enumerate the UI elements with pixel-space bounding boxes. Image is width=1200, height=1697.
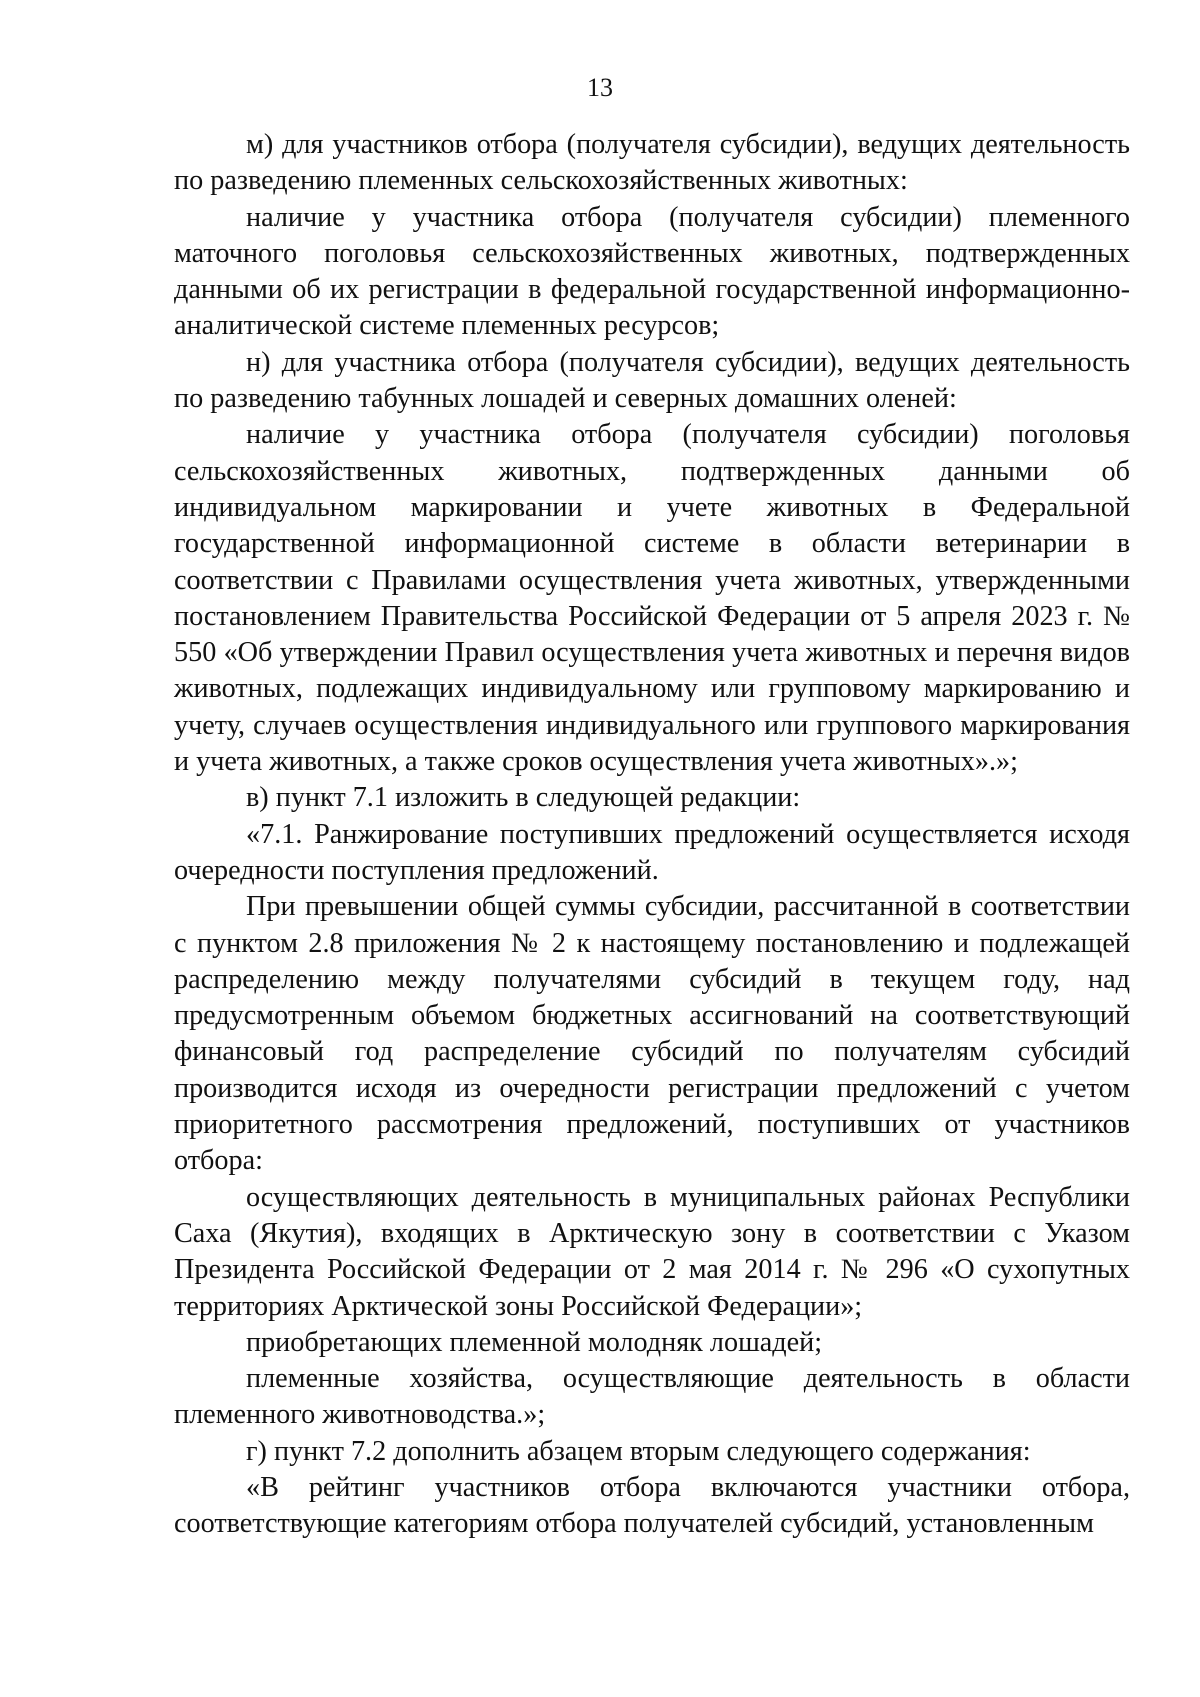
paragraph-breeding-farms: племенные хозяйства, осуществляющие деятельность в области племенного животноводства.»;: [174, 1363, 1130, 1431]
paragraph-m-breeding-stock: наличие у участника отбора (получателя субсидии) племенного маточного поголовья сельскохозяйственных животных, подтвержденных данными об их регистрации в федеральной государственной информационно-аналитической системе племенных ресурсов;: [174, 201, 1130, 342]
paragraph-n: н) для участника отбора (получателя субсидии), ведущих деятельность по разведению табунных лошадей и северных домашних оленей:: [174, 346, 1130, 415]
paragraph-n-livestock-marking: наличие у участника отбора (получателя субсидии) поголовья сельскохозяйственных животных, подтвержденных данными об индивидуальном маркировании и учете животных в Федеральной государственной информационной системе в области ветеринарии в соответствии с Правилами осуществления учета животных, утвержденными постановлением Правительства Российской Федерации от 5 апреля 2023 г. № 550 «Об утверждении Правил осуществления учета животных и перечня видов животных, подлежащих индивидуальному или групповому маркированию и учету, случаев осуществления индивидуального или группового маркирования и учета животных, а также сроков осуществления учета животных».»;: [174, 419, 1130, 778]
paragraph-m: м) для участников отбора (получателя субсидии), ведущих деятельность по разведению племенных сельскохозяйственных животных:: [174, 129, 1130, 197]
paragraph-horses: приобретающих племенной молодняк лошадей;: [246, 1326, 823, 1358]
paragraph-g: г) пункт 7.2 дополнить абзацем вторым следующего содержания:: [246, 1435, 1031, 1467]
paragraph-priority-distribution: При превышении общей суммы субсидии, рассчитанной в соответствии с пунктом 2.8 приложения № 2 к настоящему постановлению и подлежащей распределению между получателями субсидий в текущем году, над предусмотренным объемом бюджетных ассигнований на соответствующий финансовый год распределение субсидий по получателям субсидий производится исходя из очередности регистрации предложений с учетом приоритетного рассмотрения предложений, поступивших от участников отбора:: [174, 891, 1130, 1177]
paragraph-v: в) пункт 7.1 изложить в следующей редакции:: [246, 782, 801, 814]
paragraph-arctic-zone: осуществляющих деятельность в муниципальных районах Республики Саха (Якутия), входящих в Арктическую зону в соответствии с Указом Президента Российской Федерации от 2 мая 2014 г. № 296 «О сухопутных территориях Арктической зоны Российской Федерации»;: [174, 1181, 1130, 1322]
paragraph-7-1: «7.1. Ранжирование поступивших предложений осуществляется исходя очередности поступления предложений.: [174, 818, 1130, 886]
page-number: 13: [587, 73, 613, 102]
document-body: [174, 127, 1130, 1543]
paragraph-rating: «В рейтинг участников отбора включаются участники отбора, соответствующие категориям отбора получателей субсидий, установленным: [174, 1471, 1130, 1540]
